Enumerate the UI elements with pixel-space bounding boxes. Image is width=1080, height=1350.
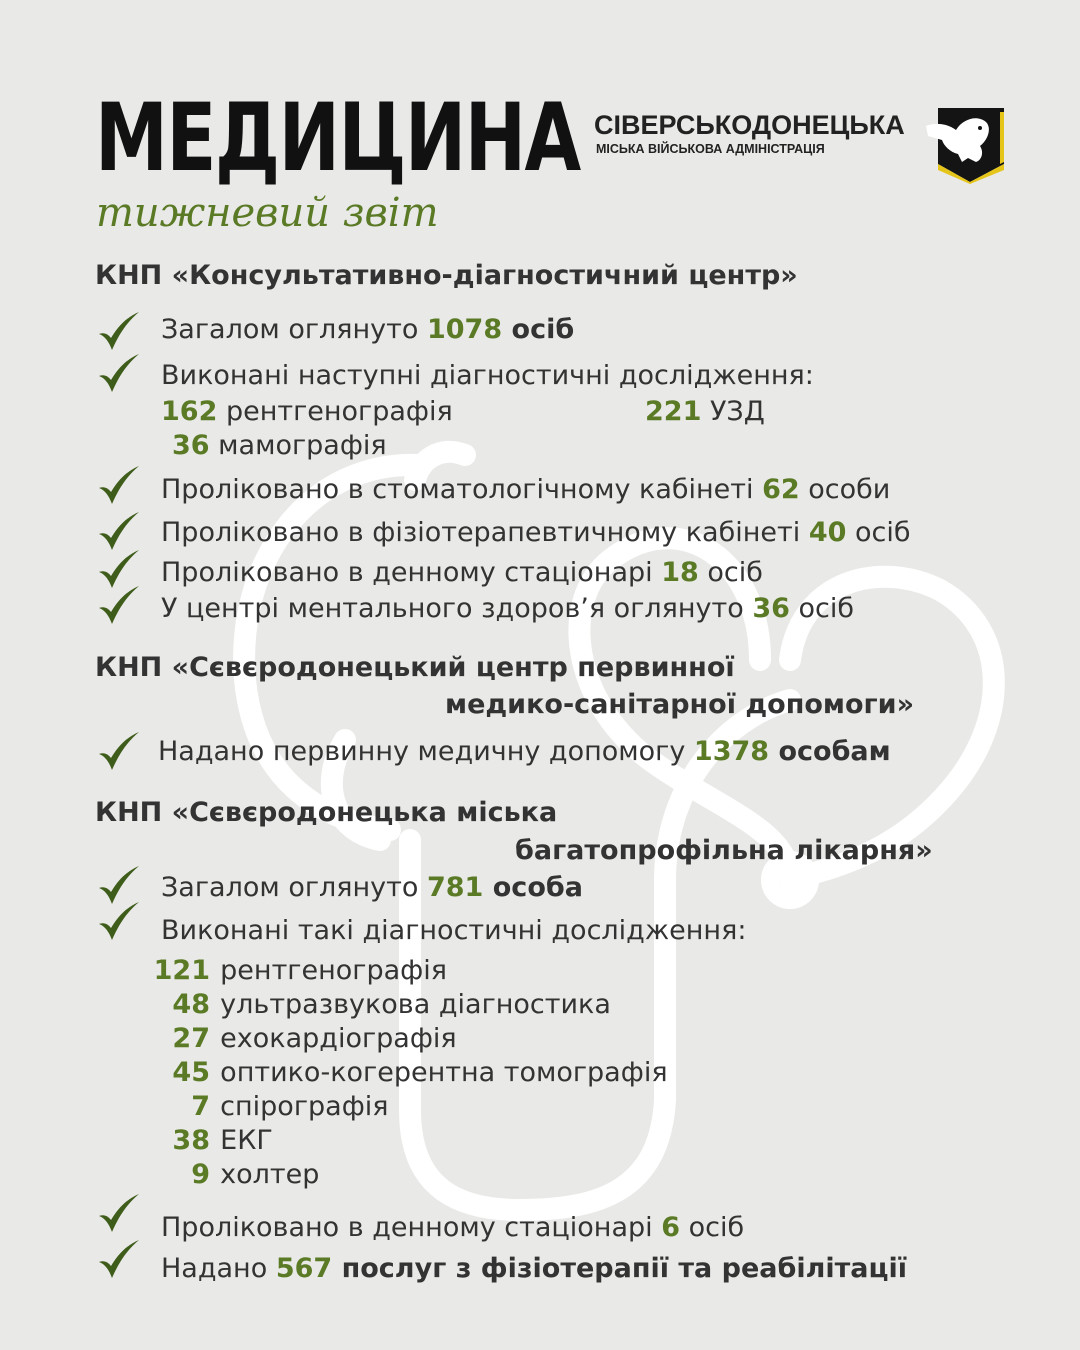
- study-row: 9 холтер: [191, 1159, 320, 1190]
- list-item: Проліковано в фізіотерапевтичному кабінеті 40 осіб: [161, 517, 911, 548]
- list-item: Загалом оглянуто 1078 осіб: [161, 314, 575, 345]
- page-title: МЕДИЦИНА: [95, 84, 580, 193]
- check-icon: [95, 1236, 141, 1282]
- study-item: 36 мамографія: [172, 430, 387, 461]
- logo-name: СІВЕРСЬКОДОНЕЦЬКА: [594, 110, 905, 140]
- study-item: 221 УЗД: [645, 396, 765, 427]
- list-item: Виконані такі діагностичні дослідження:: [161, 915, 747, 946]
- check-icon: [95, 582, 141, 628]
- study-row: 48 ультразвукова діагностика: [172, 989, 611, 1020]
- check-icon: [95, 462, 141, 508]
- list-item: Виконані наступні діагностичні дослідження:: [161, 360, 814, 391]
- list-item: Надано 567 послуг з фізіотерапії та реабілітації: [161, 1253, 908, 1284]
- list-item: Надано первинну медичну допомогу 1378 особам: [158, 736, 891, 767]
- org-title-diagnostic-center: КНП «Консультативно-діагностичний центр»: [95, 260, 798, 291]
- page-subtitle: тижневий звіт: [96, 190, 439, 236]
- list-item: Проліковано в стоматологічному кабінеті 62 особи: [161, 474, 891, 505]
- logo-subtitle: МІСЬКА ВІЙСЬКОВА АДМІНІСТРАЦІЯ: [596, 142, 825, 156]
- study-row: 38 ЕКГ: [172, 1125, 273, 1156]
- check-icon: [95, 1190, 141, 1236]
- org-title-city-hospital-line2: багатопрофільна лікарня»: [515, 835, 933, 866]
- org-title-city-hospital: КНП «Сєвєродонецька міська: [95, 797, 558, 828]
- study-row: 45 оптико-когерентна томографія: [172, 1057, 668, 1088]
- org-title-primary-care-line2: медико-санітарної допомоги»: [445, 689, 915, 720]
- org-title-primary-care: КНП «Сєвєродонецький центр первинної: [95, 652, 735, 683]
- list-item: Загалом оглянуто 781 особа: [161, 872, 583, 903]
- study-item: 162 рентгенографія: [161, 396, 453, 427]
- list-item: Проліковано в денному стаціонарі 6 осіб: [161, 1212, 745, 1243]
- check-icon: [95, 308, 141, 354]
- study-row: 27 ехокардіографія: [172, 1023, 457, 1054]
- check-icon: [95, 350, 141, 396]
- list-item: У центрі ментального здоров’я оглянуто 36 осіб: [161, 593, 855, 624]
- check-icon: [95, 728, 141, 774]
- check-icon: [95, 898, 141, 944]
- study-row: 121 рентгенографія: [153, 955, 447, 986]
- study-row: 7 спірографія: [191, 1091, 389, 1122]
- list-item: Проліковано в денному стаціонарі 18 осіб: [161, 557, 763, 588]
- bird-emblem-icon: [922, 104, 1008, 184]
